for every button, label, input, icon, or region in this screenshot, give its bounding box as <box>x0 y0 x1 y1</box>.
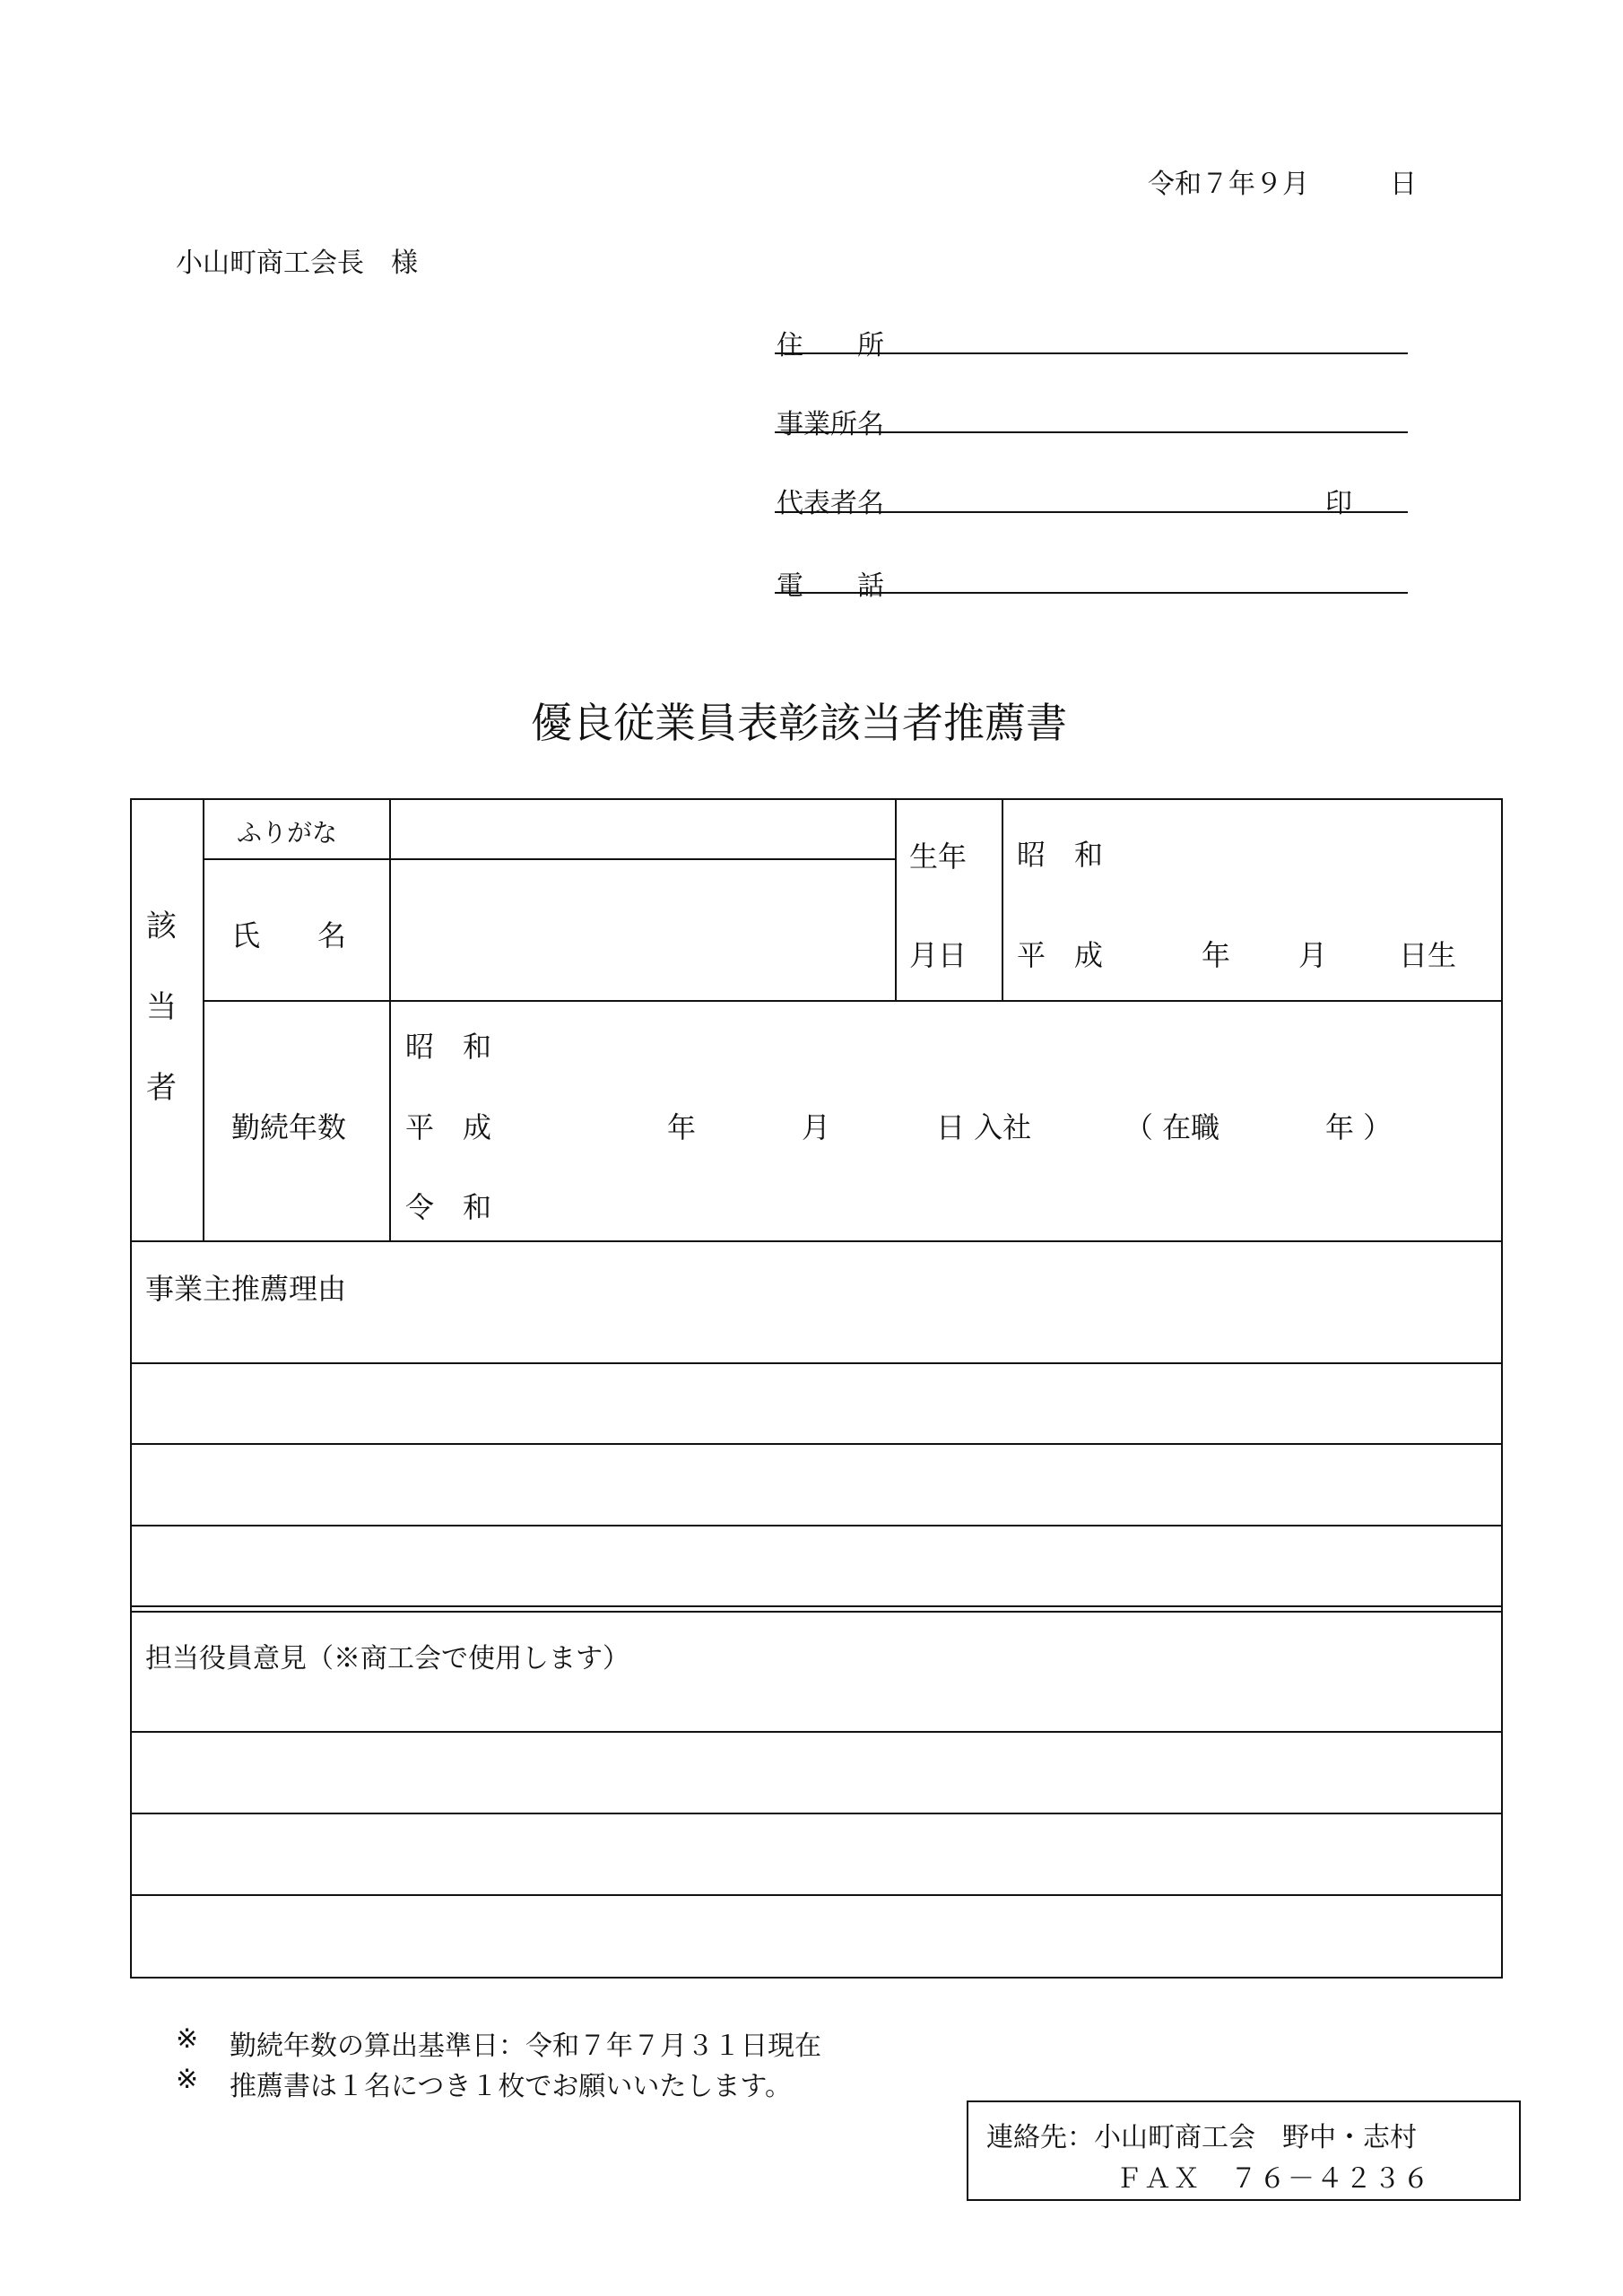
name-label: 氏 名 <box>231 918 347 952</box>
side-label-3: 者 <box>146 1070 177 1106</box>
addressee: 小山町商工会長 様 <box>176 248 418 279</box>
contact-box <box>967 2100 1521 2201</box>
divider <box>130 1611 1503 1613</box>
side-label-1: 該 <box>146 909 177 944</box>
name-input[interactable] <box>395 864 891 996</box>
representative-field[interactable] <box>775 511 1408 513</box>
furigana-input[interactable] <box>395 804 891 856</box>
divider <box>1002 798 1003 1001</box>
divider <box>895 798 897 1001</box>
tenure-year-unit: 年 <box>667 1110 697 1144</box>
opinion-label: 担当役員意見（※商工会で使用します） <box>145 1643 629 1674</box>
opinion-input-area[interactable] <box>135 1736 1497 1975</box>
tenure-era-reiwa: 令 和 <box>405 1190 492 1224</box>
representative-label: 代表者名 <box>777 488 884 519</box>
reason-label: 事業主推薦理由 <box>145 1272 347 1306</box>
side-label-2: 当 <box>146 989 177 1025</box>
divider <box>389 798 391 1241</box>
contact-fax: ＦＡＸ ７６－４２３６ <box>1115 2163 1431 2195</box>
birth-era-heisei: 平 成 <box>1017 938 1104 972</box>
birth-label-top: 生年 <box>909 839 968 874</box>
date-line: 令和７年９月 日 <box>1148 169 1417 200</box>
tenure-month-unit: 月 <box>802 1110 831 1144</box>
address-label: 住 所 <box>777 330 884 361</box>
divider <box>130 1362 1503 1364</box>
note-mark-2: ※ <box>176 2064 199 2095</box>
business-name-label: 事業所名 <box>777 409 884 440</box>
tenure-era-heisei: 平 成 <box>405 1110 492 1144</box>
divider <box>130 1605 1503 1607</box>
divider <box>130 1240 1503 1242</box>
phone-field[interactable] <box>775 592 1408 594</box>
note-text-2: 推薦書は１名につき１枚でお願いいたします。 <box>230 2071 792 2102</box>
divider <box>130 1731 1503 1733</box>
contact-line-1: 連絡先：小山町商工会 野中・志村 <box>986 2122 1417 2153</box>
note-mark-1: ※ <box>176 2023 199 2055</box>
tenure-note-close: 年 ） <box>1325 1110 1393 1144</box>
tenure-era-showa: 昭 和 <box>405 1030 492 1064</box>
tenure-note-open: （ 在職 <box>1124 1110 1220 1144</box>
phone-label: 電 話 <box>777 570 884 602</box>
furigana-label: ふりがな <box>237 818 338 848</box>
birth-era-showa: 昭 和 <box>1017 838 1104 872</box>
divider <box>203 858 895 860</box>
note-text-1: 勤続年数の算出基準日：令和７年７月３１日現在 <box>230 2031 821 2062</box>
page-title: 優良従業員表彰該当者推薦書 <box>531 699 1067 747</box>
birth-month-unit: 月 <box>1298 938 1328 972</box>
reason-input-area[interactable] <box>135 1368 1497 1601</box>
birth-day-unit: 日生 <box>1399 938 1457 972</box>
birth-label-bottom: 月日 <box>909 938 968 972</box>
birth-year-unit: 年 <box>1202 938 1231 972</box>
divider <box>203 798 204 1241</box>
tenure-label: 勤続年数 <box>231 1110 347 1144</box>
address-field[interactable] <box>775 352 1408 354</box>
divider <box>203 1000 1503 1002</box>
tenure-day-unit: 日 入社 <box>936 1110 1032 1144</box>
seal-mark: 印 <box>1325 488 1352 519</box>
business-name-field[interactable] <box>775 431 1408 433</box>
